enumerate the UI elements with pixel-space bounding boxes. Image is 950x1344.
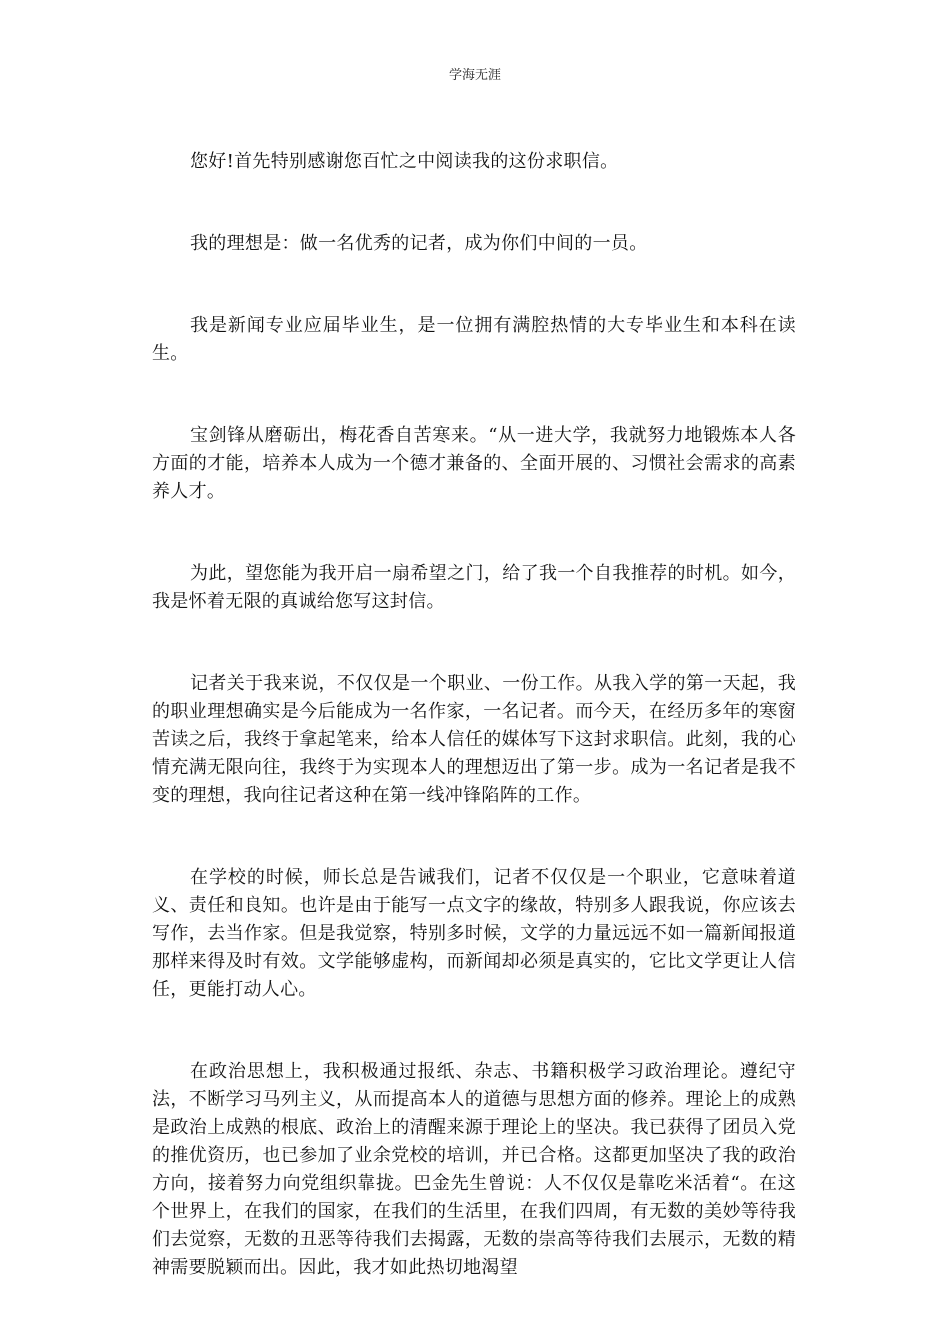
page-header: 学海无涯 xyxy=(448,68,501,83)
paragraph-request: 为此，望您能为我开启一扇希望之门，给了我一个自我推荐的时机。如今，我是怀着无限的真诚给您写这封信。 xyxy=(152,563,796,612)
letter-body xyxy=(152,148,796,1336)
paragraph-motto: 宝剑锋从磨砺出，梅花香自苦寒来。“从一进大学，我就努力地锻炼本人各方面的才能，培养本人成为一个德才兼备的、全面开展的、习惯社会需求的高素养人才。 xyxy=(152,425,796,502)
paragraph-school: 在学校的时候，师长总是告诫我们，记者不仅仅是一个职业，它意味着道义、责任和良知。也许是由于能写一点文字的缘故，特别多人跟我说，你应该去写作，去当作家。但是我觉察，特别多时候，文学的力量远远不如一篇新闻报道那样来得及时有效。文学能够虚构，而新闻却必须是真实的，它比文学更让人信任，更能打动人心。 xyxy=(152,867,796,1000)
paragraph-politics: 在政治思想上，我积极通过报纸、杂志、书籍积极学习政治理论。遵纪守法，不断学习马列主义，从而提高本人的道德与思想方面的修养。理论上的成熟是政治上成熟的根底、政治上的清醒来源于理论上的坚决。我已获得了团员入党的推优资历，也已参加了业余党校的培训，并已合格。这都更加坚决了我的政治方向，接着努力向党组织靠拢。巴金先生曾说：人不仅仅是靠吃米活着“。在这个世界上，在我们的国家，在我们的生活里，在我们四周，有无数的美妙等待我们去觉察，无数的丑恶等待我们去揭露，无数的崇高等待我们去展示，无数的精神需要脱颖而出。因此，我才如此热切地渴望 xyxy=(152,1061,796,1278)
paragraph-career-goal: 记者关于我来说，不仅仅是一个职业、一份工作。从我入学的第一天起，我的职业理想确实是今后能成为一名作家，一名记者。而今天，在经历多年的寒窗苦读之后，我终于拿起笔来，给本人信任的媒体写下这封求职信。此刻，我的心情充满无限向往，我终于为实现本人的理想迈出了第一步。成为一名记者是我不变的理想，我向往记者这种在第一线冲锋陷阵的工作。 xyxy=(152,673,796,806)
paragraph-background: 我是新闻专业应届毕业生，是一位拥有满腔热情的大专毕业生和本科在读生。 xyxy=(152,315,796,364)
paragraph-ideal: 我的理想是：做一名优秀的记者，成为你们中间的一员。 xyxy=(190,233,648,254)
paragraph-greeting: 您好!首先特别感谢您百忙之中阅读我的这份求职信。 xyxy=(190,151,619,172)
